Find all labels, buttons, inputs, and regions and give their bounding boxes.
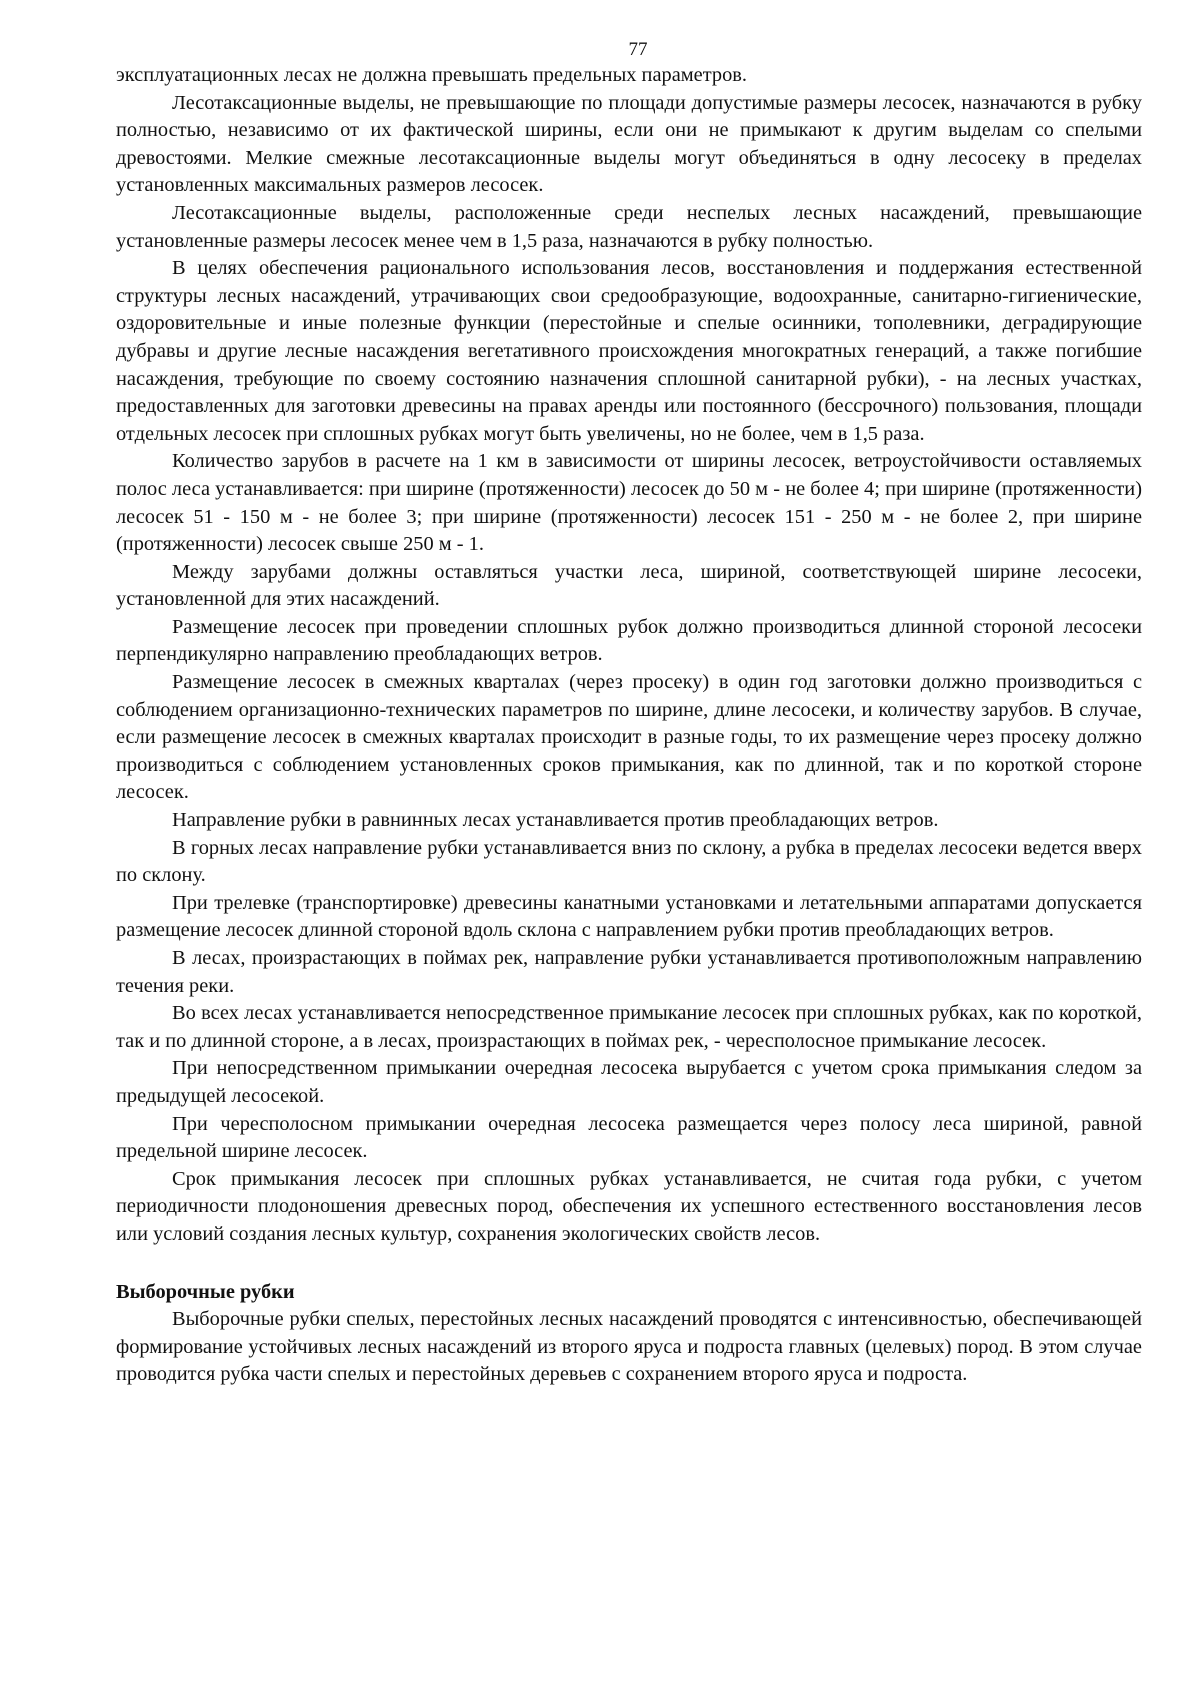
paragraph: Количество зарубов в расчете на 1 км в зависимости от ширины лесосек, ветроустойчивости оставляемых полос леса устанавливается: при ширине (протяженности) лесосек до 50 м - не более 4; при ширине (протяженности) лесосек 51 - 150 м - не более 3; при ширине (протяженности) лесосек 151 - 250 м - не более 2, при ширине (протяженности) лесосек свыше 250 м - 1. (116, 450, 1142, 556)
paragraph: Выборочные рубки спелых, перестойных лесных насаждений проводятся с интенсивностью, обеспечивающей формирование устойчивых лесных насаждений из второго яруса и подроста главных (целевых) пород. В этом случае проводится рубка части спелых и перестойных деревьев с сохранением второго яруса и подроста. (116, 1308, 1142, 1386)
paragraph: Срок примыкания лесосек при сплошных рубках устанавливается, не считая года рубки, с учетом периодичности плодоношения древесных пород, обеспечения их успешного естественного восстановления лесов или условий создания лесных культур, сохранения экологических свойств лесов. (116, 1167, 1142, 1245)
paragraph: Размещение лесосек в смежных кварталах (через просеку) в один год заготовки должно производиться с соблюдением организационно-технических параметров по ширине, длине лесосеки, и количеству зарубов. В случае, если размещение лесосек в смежных кварталах происходит в разные годы, то их размещение через просеку должно производиться с соблюдением установленных сроков примыкания, как по длинной, так и по короткой стороне лесосек. (116, 671, 1142, 804)
paragraph: В целях обеспечения рационального использования лесов, восстановления и поддержания естественной структуры лесных насаждений, утрачивающих свои средообразующие, водоохранные, санитарно-гигиенические, оздоровительные и иные полезные функции (перестойные и спелые осинники, тополевники, деградирующие дубравы и другие лесные насаждения вегетативного происхождения многократных генераций, а также погибшие насаждения, требующие по своему состоянию назначения сплошной санитарной рубки), - на лесных участках, предоставленных для заготовки древесины на правах аренды или постоянного (бессрочного) пользования, площади отдельных лесосек при сплошных рубках могут быть увеличены, но не более, чем в 1,5 раза. (116, 257, 1142, 445)
paragraph: При трелевке (транспортировке) древесины канатными установками и летательными аппаратами допускается размещение лесосек длинной стороной вдоль склона с направлением рубки против преобладающих ветров. (116, 891, 1142, 942)
page-number: 77 (628, 39, 648, 60)
paragraph: Во всех лесах устанавливается непосредственное примыкание лесосек при сплошных рубках, как по короткой, так и по длинной стороне, а в лесах, произрастающих в поймах рек, - чересполосное примыкание лесосек. (116, 1002, 1142, 1052)
paragraph: При непосредственном примыкании очередная лесосека вырубается с учетом срока примыкания следом за предыдущей лесосекой. (116, 1057, 1142, 1107)
paragraph: Между зарубами должны оставляться участки леса, шириной, соответствующей ширине лесосеки, установленной для этих насаждений. (116, 560, 1142, 611)
paragraph: При чересполосном примыкании очередная лесосека размещается через полосу леса шириной, равной предельной ширине лесосек. (116, 1112, 1142, 1163)
paragraph: Лесотаксационные выделы, не превышающие по площади допустимые размеры лесосек, назначаются в рубку полностью, независимо от их фактической ширины, если они не примыкают к другим выделам со спелыми древостоями. Мелкие смежные лесотаксационные выделы могут объединяться в одну лесосеку в пределах установленных максимальных размеров лесосек. (116, 91, 1142, 197)
paragraph: В лесах, произрастающих в поймах рек, направление рубки устанавливается противоположным направлению течения реки. (116, 947, 1142, 997)
paragraph: Размещение лесосек при проведении сплошных рубок должно производиться длинной стороной лесосеки перпендикулярно направлению преобладающих ветров. (116, 615, 1142, 666)
document-page (116, 38, 1142, 1389)
paragraph: эксплуатационных лесах не должна превышать предельных параметров. (116, 64, 747, 86)
section-heading: Выборочные рубки (116, 1280, 295, 1303)
paragraph: В горных лесах направление рубки устанавливается вниз по склону, а рубка в пределах лесосеки ведется вверх по склону. (116, 836, 1142, 887)
paragraph: Направление рубки в равнинных лесах устанавливается против преобладающих ветров. (172, 809, 939, 832)
body-text-bottom (116, 1306, 1142, 1389)
body-text-top (116, 62, 1142, 1249)
paragraph: Лесотаксационные выделы, расположенные среди неспелых лесных насаждений, превышающие установленные размеры лесосек менее чем в 1,5 раза, назначаются в рубку полностью. (116, 201, 1142, 252)
